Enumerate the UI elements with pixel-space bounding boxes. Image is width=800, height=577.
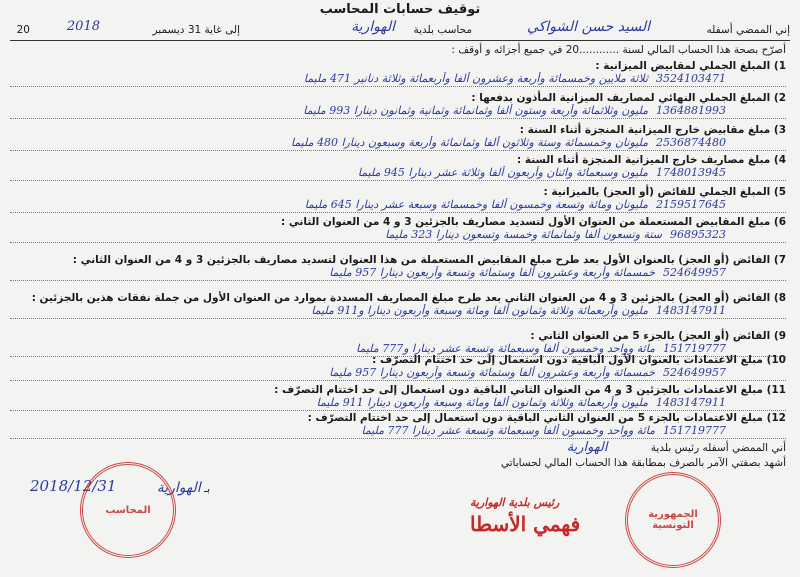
- item-amount-words: خمسمائة وأربعة وعشرون ألفا وستمائة وتسعة وأربعون دينارا 957 مليما: [329, 266, 655, 279]
- certify-line: أشهد بصفتي الآمر بالصرف بمطابقة هذا الحساب المالي لحساباتي: [500, 457, 786, 469]
- item-12: [10, 412, 786, 439]
- mayor-title: رئيس بلدية الهوارية: [470, 496, 560, 509]
- accountant-label: محاسب بلدية: [413, 24, 472, 36]
- item-label: 11) مبلغ الاعتمادات بالجزئين 3 و 4 من العنوان الثاني الباقية دون استعمال إلى حد اختتام التصرّف :: [274, 384, 786, 396]
- item-label: 5) المبلغ الجملي للفائض (أو العجز) بالميزانية :: [543, 186, 786, 198]
- item-amount-words: مليون وأربعمائة وثلاثة وثمانون ألفا ومائة وسبعة وأربعون دينارا و911 مليما: [311, 304, 648, 317]
- item-3: [10, 124, 786, 151]
- item-answer: [10, 198, 786, 213]
- item-7: [10, 254, 786, 281]
- item-answer: [10, 166, 786, 181]
- year-handwritten: 2018: [66, 19, 100, 34]
- item-amount-words: ثلاثة ملايين وخمسمائة وأربعة وعشرون ألفا وأربعمائة وثلاثة دنانير 471 مليما: [303, 72, 648, 85]
- item-label: 3) مبلغ مقابيض خارج الميزانية المنجزة أثناء السنة :: [519, 124, 786, 136]
- item-answer: [10, 304, 786, 319]
- item-5: [10, 186, 786, 213]
- item-label: 6) مبلغ المقابيض المستعملة من العنوان الأول لتسديد مصاريف بالجزئين 3 و 4 من العنوان الثاني :: [281, 216, 786, 228]
- item-11: [10, 384, 786, 411]
- item-amount-number: 151719777: [663, 342, 726, 355]
- item-1: [10, 60, 786, 87]
- place-label: بـ: [204, 483, 210, 495]
- item-label: 4) مبلغ مصاريف خارج الميزانية المنجزة أثناء السنة :: [517, 154, 786, 166]
- header-rule: [10, 40, 790, 41]
- item-9: [10, 330, 786, 357]
- item-label: 8) الفائض (أو العجز) بالجزئين 3 و 4 من العنوان الثاني بعد طرح مبلغ المصاريف المسددة بموارد من العنوان الأول من جملة نفقات هذين بالجزئين :: [31, 292, 786, 304]
- item-label: 7) الفائض (أو العجز) بالعنوان الأول بعد طرح مبلغ المقابيض المستعملة من هذا العنوان لتسديد مصاريف بالجزئين 3 و 4 من العنوان الثاني :: [72, 254, 786, 266]
- item-answer: [10, 136, 786, 151]
- until-label: إلى غاية 31 ديسمبر: [152, 24, 240, 36]
- item-amount-words: ستة وتسعون ألفا وثمانمائة وخمسة وتسعون دينارا 323 مليما: [385, 228, 662, 241]
- date-handwritten: 2018/12/31: [30, 477, 117, 495]
- item-4: [10, 154, 786, 181]
- mayor-signature: فهمي الأسطا: [470, 512, 581, 536]
- intro-statement: أصرّح بصحة هذا الحساب المالي لسنة ............20 في جميع أجزائه و أوقف :: [451, 44, 786, 56]
- item-amount-words: مليون وثلاثمائة وأربعة وستون ألفا وثمانمائة وثمانية وثمانون دينارا 993 مليما: [303, 104, 648, 117]
- item-label: 1) المبلغ الجملي لمقابيض الميزانية :: [595, 60, 786, 72]
- item-amount-number: 2159517645: [656, 198, 726, 211]
- item-6: [10, 216, 786, 243]
- item-amount-number: 2536874480: [656, 136, 726, 149]
- mayor-municipality: الهوارية: [566, 440, 608, 455]
- signatory-label: إني الممضي أسفله: [706, 24, 790, 36]
- item-amount-number: 1364881993: [656, 104, 726, 117]
- municipality-name: الهوارية: [351, 19, 395, 35]
- page-title: توقيف حسابات المحاسب: [319, 2, 481, 17]
- item-answer: [10, 366, 786, 381]
- year-prefix: 20: [16, 24, 30, 36]
- municipality-stamp-text: الجمهورية التونسية: [648, 509, 698, 531]
- signatory-name: السيد حسن الشواكي: [526, 19, 650, 35]
- place-handwritten: الهوارية: [156, 480, 201, 496]
- item-label: 2) المبلغ الجملي النهائي لمصاريف الميزانية المأذون بدفعها :: [471, 92, 786, 104]
- item-amount-number: 151719777: [663, 424, 726, 437]
- item-amount-words: مليون وأربعمائة وثلاثة وثمانون ألفا ومائة وسبعة وأربعون دينارا 911 مليما: [316, 396, 648, 409]
- item-answer: [10, 266, 786, 281]
- item-amount-words: مليون وسبعمائة واثنان وأربعون ألفا وثلاثة عشر دينارا 945 مليما: [357, 166, 648, 179]
- item-amount-words: مائة وواحد وخمسون ألفا وسبعمائة وتسعة عشر دينارا و777 مليما: [356, 342, 655, 355]
- item-amount-number: 96895323: [670, 228, 726, 241]
- mayor-line-text: أني الممضي أسفله رئيس بلدية: [650, 442, 786, 454]
- item-10: [10, 354, 786, 381]
- item-amount-number: 1748013945: [656, 166, 726, 179]
- item-answer: [10, 104, 786, 119]
- item-answer: [10, 72, 786, 87]
- item-amount-words: مائة وواحد وخمسون ألفا وسبعمائة وتسعة عشر دينارا 777 مليما: [361, 424, 655, 437]
- item-amount-words: مليونان وخمسمائة وستة وثلاثون ألفا وثمانمائة وأربعة وسبعون دينارا 480 مليما: [290, 136, 648, 149]
- item-amount-number: 524649957: [663, 366, 726, 379]
- item-amount-number: 1483147911: [656, 396, 726, 409]
- municipality-stamp: [625, 472, 721, 568]
- item-amount-words: خمسمائة وأربعة وعشرون ألفا وستمائة وتسعة وأربعون دينارا 957 مليما: [329, 366, 655, 379]
- item-amount-number: 524649957: [663, 266, 726, 279]
- item-label: 10) مبلغ الاعتمادات بالعنوان الأول الباقية دون استعمال إلى حد اختتام التصرّف :: [372, 354, 786, 366]
- item-2: [10, 92, 786, 119]
- item-label: 12) مبلغ الاعتمادات بالجزء 5 من العنوان الثاني الباقية دون استعمال إلى حد اختتام التصرّف :: [307, 412, 786, 424]
- item-amount-number: 3524103471: [656, 72, 726, 85]
- accountant-stamp-text: المحاسب: [105, 504, 151, 516]
- item-answer: [10, 396, 786, 411]
- mayor-line: [567, 440, 786, 455]
- item-answer: [10, 228, 786, 243]
- item-8: [10, 292, 786, 319]
- item-amount-number: 1483147911: [656, 304, 726, 317]
- item-amount-words: مليونان ومائة وتسعة وخمسون ألفا وخمسمائة وسبعة عشر دينارا 645 مليما: [304, 198, 648, 211]
- item-answer: [10, 424, 786, 439]
- accountant-stamp: [80, 462, 176, 558]
- item-label: 9) الفائض (أو العجز) بالجزء 5 من العنوان الثاني :: [530, 330, 786, 342]
